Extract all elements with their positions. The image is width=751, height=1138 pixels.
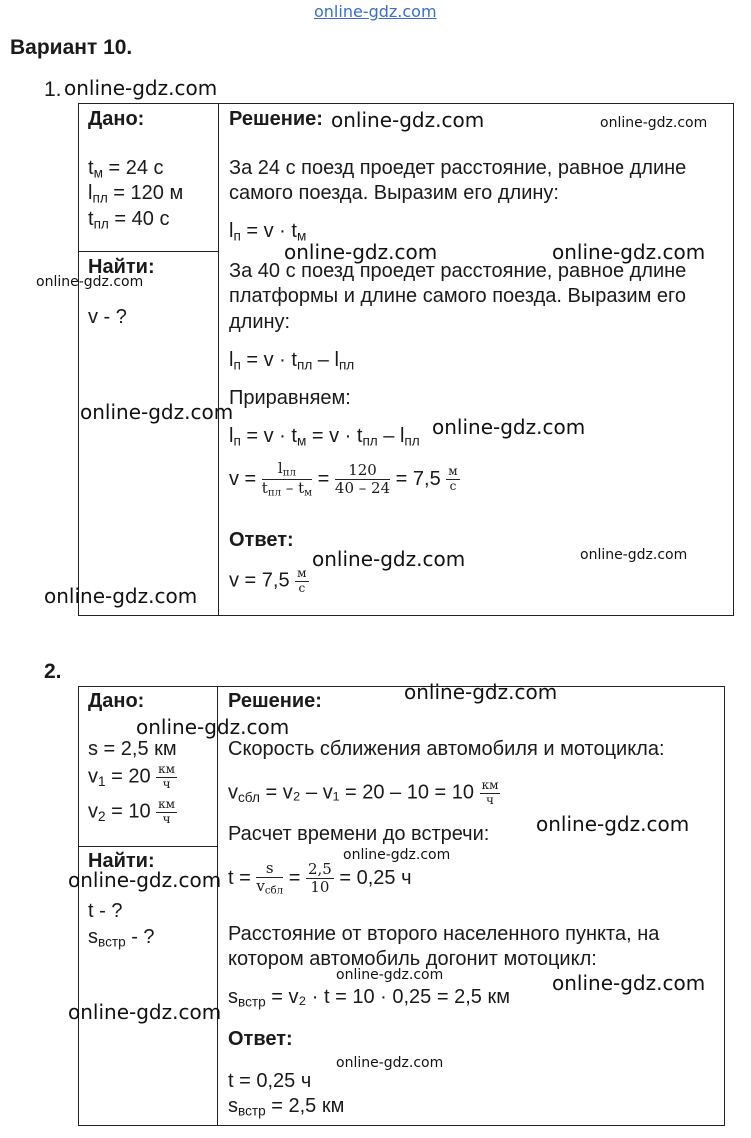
problem2-find-s-value: - ? [131,926,155,948]
problem1-p2-line2: платформы и длине самого поезда. Выразим его [229,285,686,307]
problem2-vsbl-expr: = v₂ – v₁ = 20 – 10 = 10 [265,781,475,804]
watermark: online-gdz.com [432,415,586,439]
problem1-number: 1. [44,78,62,101]
problem1-answer-value: 7,5 [261,569,290,592]
problem2-frac-numeric: $\frac{2,5}{10}$ [307,860,332,897]
watermark: online-gdz.com [331,108,485,132]
problem1-v-value: 7,5 [412,468,441,491]
watermark: online-gdz.com [64,76,218,100]
problem1-tpl-value: 40 с [131,208,170,230]
watermark: online-gdz.com [404,680,558,704]
problem2-find-s: $s_{встр}$ - ? [88,926,155,950]
watermark: online-gdz.com [536,812,690,836]
problem1-frac-numeric: $\frac{120}{40 - 24}$ [334,461,391,498]
problem2-answer-s-value: = 2,5 км [271,1095,345,1117]
problem2-given-v2: $v_2 = 10$ $\frac{км}{ч}$ [88,797,176,826]
problem1-given-tpl: $t_{пл} = 40$ с [88,208,170,232]
watermark: online-gdz.com [336,1055,444,1071]
problem1-column-divider [218,103,219,616]
problem2-v2-value: 10 [128,800,151,823]
problem2-line2: Расчет времени до встречи: [228,823,490,845]
problem2-line1: Скорость сближения автомобиля и мотоцикла: [228,738,665,760]
watermark: online-gdz.com [68,868,222,892]
watermark: online-gdz.com [580,547,688,563]
problem2-answer-label: Ответ: [228,1028,293,1050]
watermark: online-gdz.com [600,115,708,131]
problem1-answer: v = 7,5 $\frac{м}{с}$ [229,566,307,595]
problem2-line3-2: котором автомобиль догонит мотоцикл: [228,948,597,970]
problem2-solution-label: Решение: [228,690,322,712]
problem1-answer-label: Ответ: [229,529,294,551]
watermark: online-gdz.com [36,274,144,290]
problem2-answer-s: $s_{встр} = 2,5$ км [228,1095,345,1119]
problem2-number: 2. [44,660,62,683]
watermark: online-gdz.com [68,1000,222,1024]
problem1-p1-line2: самого поезда. Выразим его длину: [229,182,559,204]
problem2-given-s: s = 2,5 км [88,738,177,760]
problem1-tm-value: 24 с [125,157,164,179]
watermark: online-gdz.com [80,400,234,424]
problem1-answer-unit: $\frac{м}{с}$ [297,566,307,595]
watermark: online-gdz.com [336,967,444,983]
problem2-v1-value: 20 [128,765,151,788]
problem1-lpl-value: 120 м [130,182,184,204]
problem1-p2-line3: длину: [229,311,291,333]
problem2-find-t: t - ? [88,900,123,922]
problem1-formula-lp: $l_п = v \cdot t_м$ [229,220,307,244]
problem2-given-v1: $v_1 = 20$ $\frac{км}{ч}$ [88,762,176,791]
problem2-given-label: Дано: [88,690,145,712]
problem2-frac-symbolic: $\frac{s}{v_{сбл}}$ [256,859,284,897]
watermark: online-gdz.com [343,847,451,863]
problem2-v1-unit: $\frac{км}{ч}$ [158,762,176,791]
watermark: online-gdz.com [44,584,198,608]
problem1-find-value: v - ? [88,306,127,328]
problem1-frac-symbolic: $\frac{l_{пл}}{t_{пл} - t_м}$ [261,459,313,499]
watermark: online-gdz.com [552,971,706,995]
problem2-vsbl-unit: $\frac{км}{ч}$ [481,778,499,807]
problem1-given-find-divider [78,251,219,252]
problem1-formula-equate: $l_п = v \cdot t_м = v \cdot t_{пл} - l_{пл}$ [229,425,420,449]
problem2-given-find-divider [78,846,218,847]
problem2-formula-svstr: $s_{встр} = v_2 \cdot t = 10 \cdot 0,25 = 2,5$ км [228,986,510,1010]
watermark: online-gdz.com [284,240,438,264]
problem1-p2-line1: За 40 с поезд проедет расстояние, равное длине [229,260,687,282]
problem2-sv-expr: = v₂ · t = 10 · 0,25 = 2,5 км [271,986,510,1008]
watermark: online-gdz.com [552,240,706,264]
problem2-find-label: Найти: [88,850,155,872]
problem2-formula-t: t = $\frac{s}{v_{сбл}}$ = $\frac{2,5}{10}$ = 0,25 ч [228,859,412,897]
problem1-given-tm: $t_м = 24$ с [88,157,164,181]
problem2-t-value: = 0,25 ч [339,867,412,890]
top-watermark-link[interactable]: online-gdz.com [314,2,437,21]
watermark: online-gdz.com [136,715,290,739]
problem1-p1-line1: За 24 с поезд проедет расстояние, равное длине [229,157,687,179]
problem2-column-divider [217,686,218,1126]
problem2-line3-1: Расстояние от второго населенного пункта, на [228,923,660,945]
problem2-s-value: 2,5 км [120,738,177,760]
problem2-answer-t: t = 0,25 ч [228,1070,312,1092]
problem1-formula-lp2: $l_п = v \cdot t_{пл} - l_{пл}$ [229,349,355,373]
problem2-formula-vsbl: $v_{сбл} = v_2 - v_1 = 20 - 10 = 10$ $\frac{км}{ч}$ [228,778,499,807]
problem1-unit-ms: $\frac{м}{с}$ [448,464,458,494]
watermark: online-gdz.com [312,547,466,571]
problem1-given-lpl: $l_{пл} = 120$ м [88,182,184,206]
problem1-find-label: Найти: [88,256,155,278]
problem1-formula-v: v = $\frac{l_{пл}}{t_{пл} - t_м}$ = $\frac{120}{40 - 24}$ = 7,5 $\frac{м}{с}$ [229,459,458,499]
problem2-v2-unit: $\frac{км}{ч}$ [158,797,176,826]
problem1-equate-label: Приравняем: [229,387,351,409]
variant-title: Вариант 10. [10,36,133,59]
problem1-solution-label: Решение: [229,108,323,130]
problem1-given-label: Дано: [88,108,145,130]
